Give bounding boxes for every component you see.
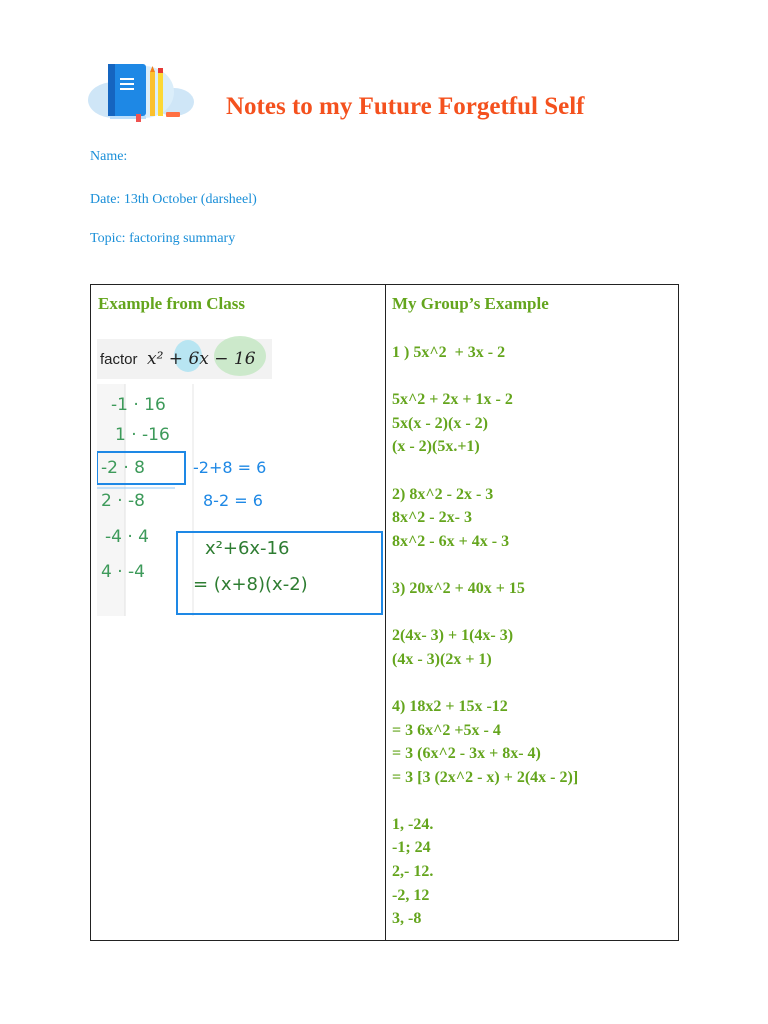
topic-field: Topic: factoring summary	[90, 231, 236, 246]
example-line: 5x^2 + 2x + 1x - 2	[392, 391, 513, 409]
check-sum-2: 8-2 = 6	[203, 491, 263, 510]
group-example-lines	[392, 341, 672, 931]
example-line: 1 ) 5x^2 + 3x - 2	[392, 344, 506, 361]
example-line: 8x^2 - 6x + 4x - 3	[392, 532, 510, 550]
example-line: 2,- 12.	[392, 863, 434, 881]
result-factored: = (x+8)(x-2)	[193, 574, 308, 595]
name-field: Name:	[90, 149, 128, 164]
pair-1: -1 · 16	[111, 395, 166, 415]
result-expression: x²+6x-16	[205, 538, 290, 559]
pair-2: 1 · -16	[115, 425, 170, 445]
pair-5: -4 · 4	[105, 527, 149, 547]
check-sum-1: -2+8 = 6	[193, 458, 267, 477]
example-line: (4x - 3)(2x + 1)	[392, 650, 492, 668]
date-field: Date: 13th October (darsheel)	[90, 192, 257, 207]
blank-line	[392, 459, 672, 483]
pair-3: -2 · 8	[101, 458, 145, 478]
blank-line	[392, 671, 672, 695]
pair-4: 2 · -8	[101, 491, 145, 511]
example-line: 1, -24.	[392, 815, 434, 833]
notebook-pencils-cloud-icon	[88, 58, 196, 124]
blank-line	[392, 553, 672, 577]
blank-line	[392, 601, 672, 625]
pair-6: 4 · -4	[101, 562, 145, 582]
class-example-column	[91, 285, 386, 940]
group-example-header: My Group’s Example	[392, 294, 549, 313]
example-line: 2(4x- 3) + 1(4x- 3)	[392, 627, 514, 645]
example-line: 3) 20x^2 + 40x + 15	[392, 579, 525, 597]
example-line: = 3 (6x^2 - 3x + 8x- 4)	[392, 745, 541, 763]
blank-line	[392, 365, 672, 389]
group-example-column	[386, 285, 678, 940]
example-line: 8x^2 - 2x- 3	[392, 509, 472, 527]
factor-expression: x² + 6x − 16	[147, 349, 256, 369]
example-line: 3, -8	[392, 910, 422, 928]
factor-label: factor	[100, 351, 138, 368]
page-title: Notes to my Future Forgetful Self	[226, 93, 585, 120]
notes-table	[90, 284, 679, 941]
example-line: 5x(x - 2)(x - 2)	[392, 414, 488, 432]
example-line: = 3 6x^2 +5x - 4	[392, 721, 501, 739]
example-line: 4) 18x2 + 15x -12	[392, 697, 508, 715]
example-line: = 3 [3 (2x^2 - x) + 2(4x - 2)]	[392, 768, 579, 786]
example-line: -1; 24	[392, 839, 431, 857]
class-example-image	[97, 336, 384, 616]
blank-line	[392, 789, 672, 813]
example-line: 2) 8x^2 - 2x - 3	[392, 485, 494, 503]
example-line: -2, 12	[392, 886, 430, 904]
example-line: (x - 2)(5x.+1)	[392, 438, 480, 456]
class-example-header: Example from Class	[98, 294, 246, 313]
